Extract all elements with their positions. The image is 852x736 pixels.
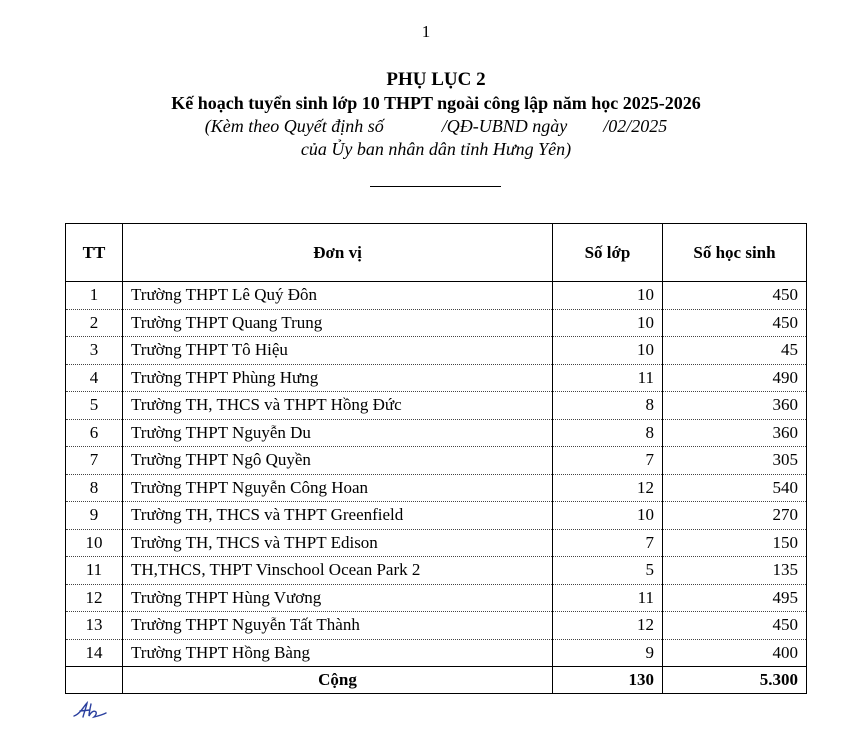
row-students: 270 [663,502,807,530]
row-unit: Trường TH, THCS và THPT Greenfield [123,502,553,530]
row-unit: Trường THPT Ngô Quyền [123,447,553,475]
total-label: Cộng [123,667,553,694]
row-number: 7 [66,447,123,475]
table-row [66,392,807,420]
row-unit: Trường TH, THCS và THPT Hồng Đức [123,392,553,420]
table-row [66,584,807,612]
row-students: 450 [663,612,807,640]
table-row [66,529,807,557]
row-students: 400 [663,639,807,667]
decision-ref-part1: (Kèm theo Quyết định số [204,116,384,136]
row-number: 4 [66,364,123,392]
row-classes: 10 [553,337,663,365]
table-row [66,502,807,530]
row-number: 13 [66,612,123,640]
plan-subtitle: Kế hoạch tuyển sinh lớp 10 THPT ngoài công lập năm học 2025-2026 [171,93,701,113]
enrollment-table [65,223,807,694]
row-classes: 8 [553,392,663,420]
decision-reference [0,115,852,138]
table-row [66,282,807,310]
row-students: 45 [663,337,807,365]
row-classes: 12 [553,612,663,640]
row-unit: TH,THCS, THPT Vinschool Ocean Park 2 [123,557,553,585]
table-row [66,419,807,447]
row-classes: 8 [553,419,663,447]
row-students: 495 [663,584,807,612]
row-number: 12 [66,584,123,612]
row-unit: Trường THPT Lê Quý Đôn [123,282,553,310]
row-students: 450 [663,282,807,310]
row-classes: 12 [553,474,663,502]
row-students: 150 [663,529,807,557]
row-students: 450 [663,309,807,337]
row-number: 2 [66,309,123,337]
row-number: 1 [66,282,123,310]
row-students: 305 [663,447,807,475]
table-row [66,639,807,667]
heading-divider [370,186,501,187]
page-number: 1 [421,22,431,41]
header-classes: Số lớp [553,224,663,282]
total-classes: 130 [553,667,663,694]
appendix-title: PHỤ LỤC 2 [386,69,486,90]
table-header-row [66,224,807,282]
row-unit: Trường TH, THCS và THPT Edison [123,529,553,557]
row-classes: 9 [553,639,663,667]
table-row [66,557,807,585]
row-students: 540 [663,474,807,502]
document-heading [0,68,852,161]
row-classes: 10 [553,282,663,310]
row-number: 8 [66,474,123,502]
row-unit: Trường THPT Tô Hiệu [123,337,553,365]
table-row [66,612,807,640]
row-unit: Trường THPT Nguyễn Tất Thành [123,612,553,640]
row-number: 9 [66,502,123,530]
row-number: 10 [66,529,123,557]
row-classes: 11 [553,584,663,612]
issuer-line: của Ủy ban nhân dân tỉnh Hưng Yên) [300,139,572,159]
row-unit: Trường THPT Nguyễn Công Hoan [123,474,553,502]
total-row [66,667,807,694]
table-row [66,447,807,475]
header-unit: Đơn vị [123,224,553,282]
row-classes: 5 [553,557,663,585]
row-classes: 10 [553,502,663,530]
row-students: 490 [663,364,807,392]
decision-ref-part3: /02/2025 [603,116,668,136]
table-row [66,474,807,502]
row-number: 6 [66,419,123,447]
header-tt: TT [66,224,123,282]
decision-ref-part2: /QĐ-UBND ngày [441,116,568,136]
table-row [66,337,807,365]
row-classes: 7 [553,529,663,557]
row-unit: Trường THPT Hùng Vương [123,584,553,612]
row-unit: Trường THPT Hồng Bàng [123,639,553,667]
row-unit: Trường THPT Nguyễn Du [123,419,553,447]
row-students: 135 [663,557,807,585]
row-unit: Trường THPT Phùng Hưng [123,364,553,392]
total-students: 5.300 [663,667,807,694]
row-number: 5 [66,392,123,420]
row-number: 11 [66,557,123,585]
row-students: 360 [663,419,807,447]
row-classes: 11 [553,364,663,392]
row-students: 360 [663,392,807,420]
row-classes: 7 [553,447,663,475]
header-students: Số học sinh [663,224,807,282]
row-number: 14 [66,639,123,667]
row-classes: 10 [553,309,663,337]
table-row [66,364,807,392]
table-row [66,309,807,337]
row-unit: Trường THPT Quang Trung [123,309,553,337]
initials-signature [72,700,112,720]
row-number: 3 [66,337,123,365]
